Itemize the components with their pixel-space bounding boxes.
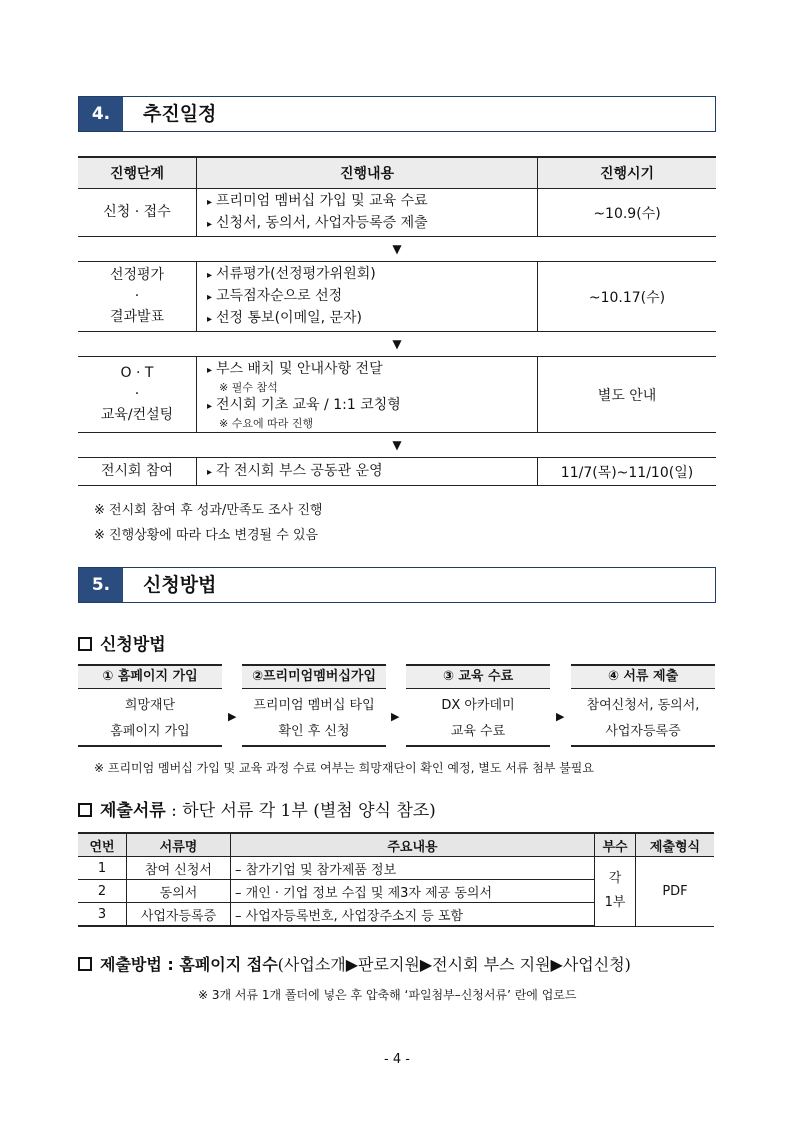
row-number: 2	[78, 880, 127, 903]
note: ※ 3개 서류 1개 폴더에 넣은 후 압축해 ‘파일첨부–신청서류’ 란에 업로드	[198, 988, 577, 1002]
section-number: 4.	[79, 97, 123, 131]
column-header: 연번	[78, 833, 127, 857]
flow-arrow-row	[78, 433, 716, 458]
step-1	[78, 664, 222, 747]
time-cell: ~10.9(수)	[538, 189, 717, 237]
table-header-row	[78, 833, 714, 857]
apply-heading: 신청방법	[78, 630, 166, 655]
section-4-header	[78, 96, 716, 132]
content-cell: ▸ 부스 배치 및 안내사항 전달 ※ 필수 참석 ▸ 전시회 기초 교육 / 1:1 코칭형 ※ 수요에 따라 진행	[197, 357, 538, 433]
column-header: 주요내용	[231, 833, 595, 857]
step-2	[242, 664, 386, 747]
right-arrow-icon: ▶	[391, 710, 400, 723]
table-row	[78, 262, 716, 332]
doc-content: – 사업자등록번호, 사업장주소지 등 포함	[231, 903, 595, 927]
column-header: 진행시기	[538, 157, 717, 189]
schedule-table	[78, 156, 716, 486]
docs-heading: 제출서류 : 하단 서류 각 1부 (별첨 양식 참조)	[78, 796, 436, 821]
copies-cell: 각 1부	[595, 857, 636, 927]
stage-cell: 전시회 참여	[78, 458, 197, 486]
section-title: 추진일정	[143, 103, 217, 125]
step-body: 희망재단 홈페이지 가입	[78, 689, 222, 747]
content-cell: ▸ 서류평가(선정평가위원회) ▸ 고득점자순으로 선정 ▸ 선정 통보(이메일, 문자)	[197, 262, 538, 332]
table-row	[78, 857, 714, 880]
step-title: ③ 교육 수료	[406, 664, 550, 689]
right-arrow-icon: ▶	[556, 710, 565, 723]
step-title: ① 홈페이지 가입	[78, 664, 222, 689]
column-header: 서류명	[127, 833, 231, 857]
step-title: ④ 서류 제출	[571, 664, 715, 689]
table-header-row	[78, 157, 716, 189]
content-cell: ▸ 각 전시회 부스 공동관 운영	[197, 458, 538, 486]
section-number: 5.	[79, 568, 123, 602]
down-arrow-icon: ▼	[392, 337, 402, 351]
section-5-header	[78, 567, 716, 603]
step-title: ②프리미엄멤버십가입	[242, 664, 386, 689]
time-cell: 11/7(목)~11/10(일)	[538, 458, 717, 486]
step-3	[406, 664, 550, 747]
note: ※ 프리미엄 멤버십 가입 및 교육 과정 수료 여부는 희망재단이 확인 예정, 별도 서류 첨부 불필요	[94, 761, 594, 775]
step-body: 참여신청서, 동의서, 사업자등록증	[571, 689, 715, 747]
stage-cell: 신청 · 접수	[78, 189, 197, 237]
square-bullet-icon	[78, 637, 92, 651]
stage-cell: O · T · 교육/컨설팅	[78, 357, 197, 433]
doc-content: – 참가기업 및 참가제품 정보	[231, 857, 595, 880]
step-body: DX 아카데미 교육 수료	[406, 689, 550, 747]
doc-content: – 개인 · 기업 정보 수집 및 제3자 제공 동의서	[231, 880, 595, 903]
documents-table	[78, 832, 714, 927]
column-header: 부수	[595, 833, 636, 857]
column-header: 진행내용	[197, 157, 538, 189]
down-arrow-icon: ▼	[392, 242, 402, 256]
table-row	[78, 458, 716, 486]
time-cell: ~10.17(수)	[538, 262, 717, 332]
right-arrow-icon: ▶	[228, 710, 237, 723]
note: ※ 진행상황에 따라 다소 변경될 수 있음	[94, 528, 319, 543]
format-cell: PDF	[636, 857, 715, 927]
step-4	[571, 664, 715, 747]
step-body: 프리미엄 멤버십 타입 확인 후 신청	[242, 689, 386, 747]
square-bullet-icon	[78, 957, 92, 971]
time-cell: 별도 안내	[538, 357, 717, 433]
row-number: 1	[78, 857, 127, 880]
column-header: 제출형식	[636, 833, 715, 857]
table-row	[78, 357, 716, 433]
content-cell: ▸ 프리미엄 멤버십 가입 및 교육 수료 ▸ 신청서, 동의서, 사업자등록증 제출	[197, 189, 538, 237]
square-bullet-icon	[78, 803, 92, 817]
column-header: 진행단계	[78, 157, 197, 189]
table-row	[78, 189, 716, 237]
page-number: - 4 -	[384, 1052, 410, 1067]
flow-arrow-row	[78, 237, 716, 262]
doc-name: 사업자등록증	[127, 903, 231, 927]
flow-arrow-row	[78, 332, 716, 357]
down-arrow-icon: ▼	[392, 438, 402, 452]
section-title: 신청방법	[143, 574, 217, 596]
note: ※ 전시회 참여 후 성과/만족도 조사 진행	[94, 503, 323, 518]
stage-cell: 선정평가 · 결과발표	[78, 262, 197, 332]
row-number: 3	[78, 903, 127, 927]
doc-name: 참여 신청서	[127, 857, 231, 880]
submit-heading: 제출방법 : 홈페이지 접수(사업소개▶판로지원▶전시회 부스 지원▶사업신청)	[78, 952, 631, 975]
doc-name: 동의서	[127, 880, 231, 903]
